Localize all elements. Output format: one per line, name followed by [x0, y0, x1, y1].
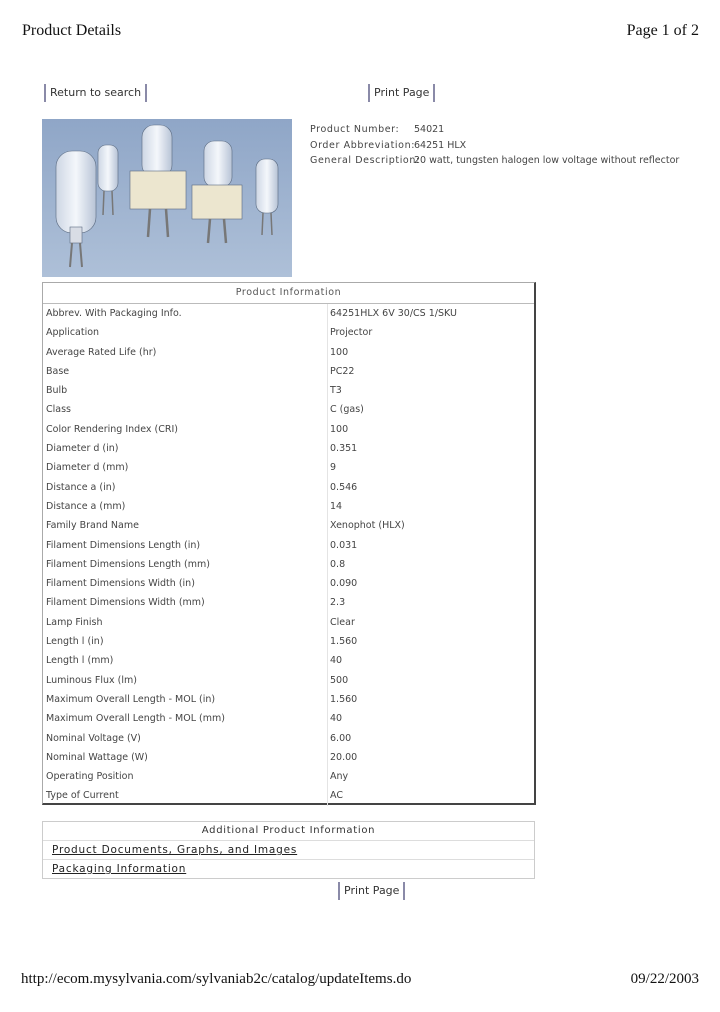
summary-row: Product Number: 54021 — [310, 124, 445, 135]
return-to-search-button[interactable]: Return to search — [44, 84, 147, 102]
table-row — [43, 400, 534, 419]
row-value: 500 — [330, 674, 349, 686]
row-label: Average Rated Life (hr) — [46, 346, 157, 358]
row-label: Abbrev. With Packaging Info. — [46, 308, 182, 319]
row-value: 2.3 — [330, 597, 346, 609]
table-row — [43, 613, 534, 632]
summary-row: Order Abbreviation:64251 HLX — [310, 139, 467, 151]
row-label: Length l (in) — [46, 636, 104, 648]
row-value: Any — [330, 771, 349, 783]
table-row — [43, 767, 534, 786]
row-label: Distance a (in) — [46, 481, 116, 493]
row-value: 64251HLX 6V 30/CS 1/SKU — [330, 308, 457, 319]
row-value: PC22 — [330, 365, 355, 377]
summary-row: General Description:20 watt, tungsten halogen low voltage without reflector — [310, 155, 680, 166]
table-row — [43, 536, 534, 555]
print-page-button[interactable]: Print Page — [368, 84, 435, 102]
row-value: 14 — [330, 500, 343, 512]
packaging-information-link[interactable]: Packaging Information — [52, 863, 187, 875]
table-row — [43, 458, 534, 477]
row-value: 6.00 — [330, 732, 352, 744]
row-value: 40 — [330, 713, 343, 725]
table-row — [43, 362, 534, 381]
row-value: T3 — [330, 385, 342, 397]
row-label: Bulb — [46, 385, 68, 397]
product-documents-link[interactable]: Product Documents, Graphs, and Images — [43, 841, 534, 860]
page-number: Page 1 of 2 — [626, 22, 699, 39]
row-value: 0.031 — [330, 539, 358, 551]
row-label: Filament Dimensions Length (mm) — [46, 558, 210, 570]
row-label: Distance a (mm) — [46, 500, 126, 512]
row-value: 40 — [330, 655, 343, 667]
product-photo — [42, 119, 292, 277]
row-label: Maximum Overall Length - MOL (in) — [46, 693, 216, 705]
table-row — [43, 690, 534, 709]
row-value: 100 — [330, 423, 349, 435]
table-row — [43, 420, 534, 439]
table-row — [43, 729, 534, 748]
table-row — [43, 593, 534, 612]
row-label: Type of Current — [46, 790, 119, 802]
print-page-button-bottom[interactable]: Print Page — [338, 882, 405, 900]
row-value: 1.560 — [330, 636, 358, 648]
row-value: 20.00 — [330, 751, 358, 763]
table-row — [43, 516, 534, 535]
row-value: 0.546 — [330, 481, 358, 493]
row-label: Nominal Voltage (V) — [46, 732, 141, 744]
table-row — [43, 671, 534, 690]
table-row — [43, 497, 534, 516]
product-information-table — [42, 282, 536, 805]
row-label: Application — [46, 327, 100, 339]
table-row — [43, 651, 534, 670]
row-value: C (gas) — [330, 404, 364, 416]
row-label: Diameter d (mm) — [46, 462, 129, 474]
table-row — [43, 574, 534, 593]
additional-product-information — [42, 821, 535, 879]
row-label: Luminous Flux (lm) — [46, 674, 137, 686]
row-label: Color Rendering Index (CRI) — [46, 423, 178, 435]
row-value: Projector — [330, 327, 373, 339]
row-value: 0.8 — [330, 558, 346, 570]
additional-info-title: Additional Product Information — [43, 822, 534, 841]
row-label: Maximum Overall Length - MOL (mm) — [46, 713, 225, 725]
table-row — [43, 323, 534, 342]
table-row — [43, 478, 534, 497]
footer-date: 09/22/2003 — [630, 971, 699, 987]
row-value: 0.090 — [330, 578, 358, 590]
page-title: Product Details — [22, 22, 122, 39]
table-row — [43, 439, 534, 458]
table-row — [43, 304, 534, 323]
table-row — [43, 381, 534, 400]
row-value: 9 — [330, 462, 337, 474]
row-value: AC — [330, 790, 343, 802]
row-label: Filament Dimensions Length (in) — [46, 539, 201, 551]
row-label: Base — [46, 365, 70, 377]
row-label: Lamp Finish — [46, 616, 103, 628]
row-value: Xenophot (HLX) — [330, 520, 405, 532]
footer-url: http://ecom.mysylvania.com/sylvaniab2c/catalog/updateItems.do — [21, 971, 412, 987]
row-label: Class — [46, 404, 71, 416]
row-value: 100 — [330, 346, 349, 358]
row-value: 0.351 — [330, 443, 358, 455]
row-value: Clear — [330, 616, 355, 628]
row-label: Nominal Wattage (W) — [46, 751, 148, 763]
table-row — [43, 709, 534, 728]
row-label: Filament Dimensions Width (mm) — [46, 597, 205, 609]
row-label: Family Brand Name — [46, 520, 139, 532]
row-label: Operating Position — [46, 771, 134, 783]
table-row — [43, 632, 534, 651]
table-row — [43, 786, 534, 805]
row-label: Diameter d (in) — [46, 443, 119, 455]
product-information-title: Product Information — [43, 283, 534, 304]
row-value: 1.560 — [330, 693, 358, 705]
table-row — [43, 748, 534, 767]
product-summary — [310, 122, 679, 169]
table-row — [43, 343, 534, 362]
row-label: Length l (mm) — [46, 655, 114, 667]
row-label: Filament Dimensions Width (in) — [46, 578, 195, 590]
table-row — [43, 555, 534, 574]
